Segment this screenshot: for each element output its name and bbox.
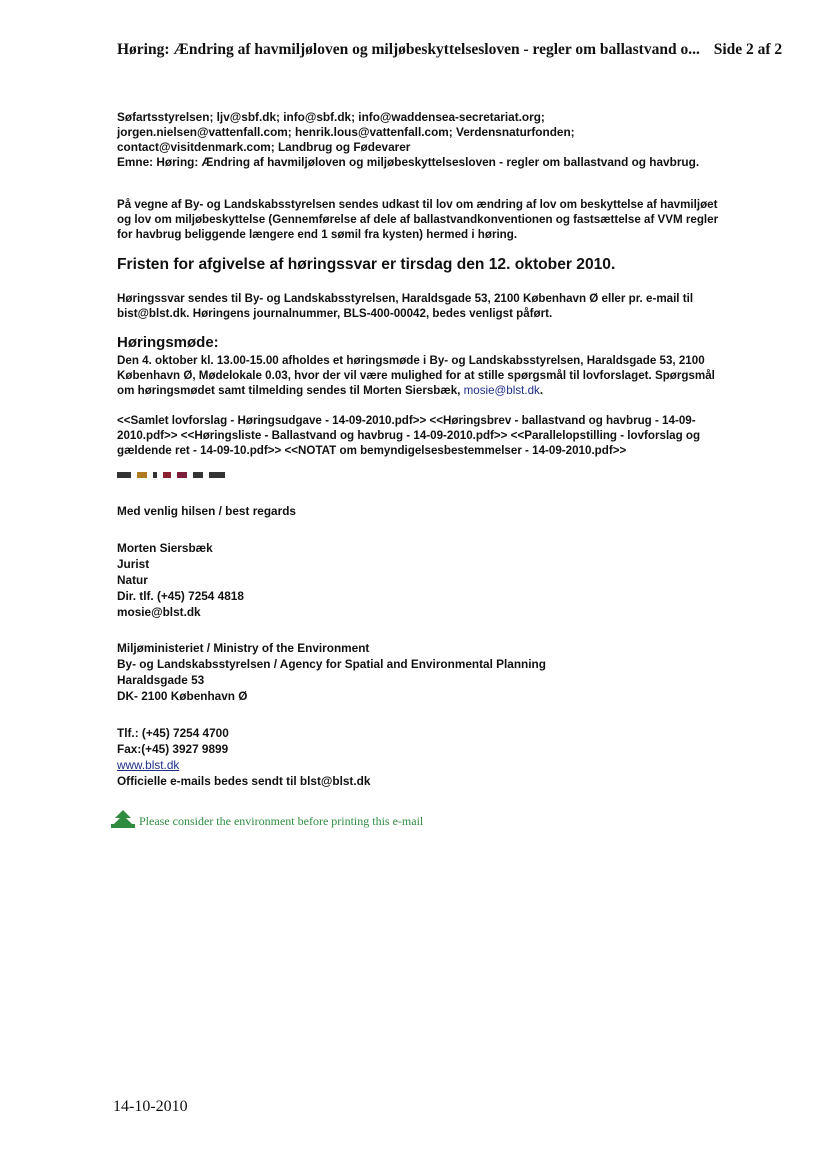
deadline-heading: Fristen for afgivelse af høringssvar er tirsdag den 12. oktober 2010. bbox=[117, 256, 616, 273]
subject-text: Høring: Ændring af havmiljøloven og miljøbeskyttelsesloven - regler om ballastvand og havbrug. bbox=[156, 155, 700, 169]
signer-title: Jurist bbox=[117, 557, 150, 571]
meeting-email-link[interactable]: mosie@blst.dk bbox=[463, 384, 540, 397]
page-header bbox=[117, 41, 782, 59]
print-date: 14-10-2010 bbox=[113, 1098, 188, 1115]
recipients: Søfartsstyrelsen; ljv@sbf.dk; info@sbf.dk; info@waddensea-secretariat.org; jorgen.nielsen@vattenfall.com; henrik.lous@vattenfall.com; Verdensnaturfonden; contact@visitdenmark.com; Landbrug og Fødevarer bbox=[117, 110, 575, 154]
website-link[interactable]: www.blst.dk bbox=[117, 758, 180, 772]
meeting-text: Den 4. oktober kl. 13.00-15.00 afholdes et høringsmøde i By- og Landskabsstyrelsen, Haraldsgade 53, 2100 København Ø, Mødelokale 0.03, hvor der vil være mulighed for at stille spørgsmål til lovforslaget. Spørgsmål om høringsmødet samt tilmelding sendes til Morten Siersbæk, bbox=[117, 354, 715, 397]
logo-mark bbox=[177, 472, 187, 478]
meeting-paragraph bbox=[117, 353, 729, 398]
logo-strip bbox=[117, 472, 225, 478]
environment-note bbox=[111, 809, 423, 829]
signer-phone: Dir. tlf. (+45) 7254 4818 bbox=[117, 589, 244, 603]
logo-mark bbox=[209, 472, 225, 478]
ministry-name: Miljøministeriet / Ministry of the Environment bbox=[117, 641, 370, 655]
signer-dept: Natur bbox=[117, 573, 148, 587]
regards: Med venlig hilsen / best regards bbox=[117, 504, 296, 518]
header-title: Høring: Ændring af havmiljøloven og miljøbeskyttelsesloven - regler om ballastvand o... bbox=[117, 41, 700, 58]
mail-header bbox=[117, 110, 717, 170]
agency-name: By- og Landskabsstyrelsen / Agency for Spatial and Environmental Planning bbox=[117, 657, 546, 671]
organization-block bbox=[117, 640, 546, 704]
logo-mark bbox=[117, 472, 131, 478]
tree-icon bbox=[111, 809, 135, 829]
response-paragraph: Høringssvar sendes til By- og Landskabsstyrelsen, Haraldsgade 53, 2100 København Ø eller pr. e-mail til bist@blst.dk. Høringens journalnummer, BLS-400-00042, bedes venligst påført. bbox=[117, 292, 694, 320]
org-city: DK- 2100 København Ø bbox=[117, 689, 248, 703]
attachments-list[interactable]: <<Samlet lovforslag - Høringsudgave - 14-09-2010.pdf>> <<Høringsbrev - ballastvand og havbrug - 14-09-2010.pdf>> <<Høringsliste - Ballastvand og havbrug - 14-09-2010.pdf>> <<Parallelopstilling - lovforslag og gældende ret - 14-09-10.pdf>> <<NOTAT om bemyndigelsesbestemmelser - 14-09-2010.pdf>> bbox=[117, 414, 701, 457]
contact-block bbox=[117, 725, 370, 789]
tel: Tlf.: (+45) 7254 4700 bbox=[117, 726, 229, 740]
org-street: Haraldsgade 53 bbox=[117, 673, 205, 687]
official-email-note: Officielle e-mails bedes sendt til blst@blst.dk bbox=[117, 774, 371, 788]
meeting-end: . bbox=[539, 384, 544, 397]
subject-label: Emne: bbox=[117, 155, 154, 169]
intro-paragraph: På vegne af By- og Landskabsstyrelsen sendes udkast til lov om ændring af lov om beskyttelse af havmiljøet og lov om miljøbeskyttelse (Gennemførelse af dele af ballastvandkonventionen og fastsættelse af VVM regler for havbrug beliggende længere end 1 sømil fra kysten) hermed i høring. bbox=[117, 198, 719, 241]
logo-mark bbox=[193, 472, 203, 478]
signer-name: Morten Siersbæk bbox=[117, 541, 213, 555]
logo-mark bbox=[137, 472, 147, 478]
subject-line bbox=[117, 155, 717, 170]
fax: Fax:(+45) 3927 9899 bbox=[117, 742, 229, 756]
logo-mark bbox=[153, 472, 157, 478]
meeting-title: Høringsmøde: bbox=[117, 334, 219, 351]
signer-email: mosie@blst.dk bbox=[117, 605, 201, 619]
environment-text: Please consider the environment before printing this e-mail bbox=[139, 814, 424, 828]
signature-block bbox=[117, 540, 244, 620]
logo-mark bbox=[163, 472, 171, 478]
page-number: Side 2 af 2 bbox=[713, 41, 783, 58]
